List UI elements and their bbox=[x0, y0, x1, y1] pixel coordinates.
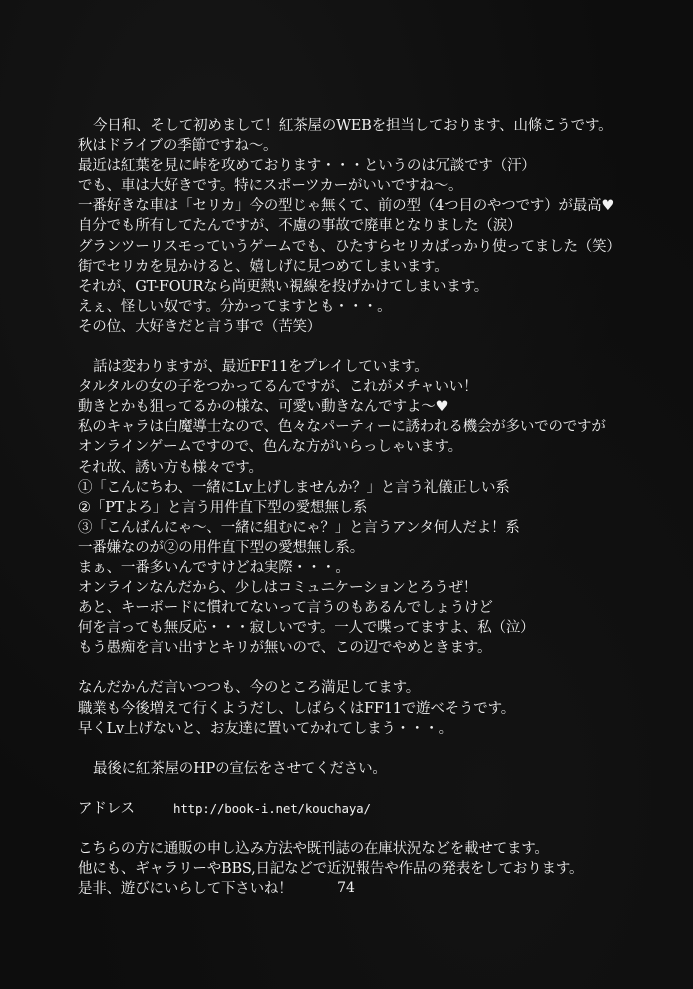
text-line: 何を言っても無反応・・・寂しいです。一人で喋ってますよ、私（泣） bbox=[78, 620, 535, 637]
text-line: グランツーリスモっていうゲームでも、ひたすらセリカばっかり使ってました（笑） bbox=[78, 238, 621, 255]
text-line: オンラインゲームですので、色んな方がいらっしゃいます。 bbox=[78, 439, 462, 456]
paragraph-car bbox=[78, 116, 678, 337]
text-line: 動きとかも狙ってるかの様な、可愛い動きなんですよ〜♥ bbox=[78, 399, 449, 416]
text-line: それが、GT-FOURなら尚更熱い視線を投げかけてしまいます。 bbox=[78, 278, 489, 295]
text-line: 私のキャラは白魔導士なので、色々なパーティーに誘われる機会が多いでのですが bbox=[78, 419, 606, 436]
text-line: 自分でも所有してたんですが、不慮の事故で廃車となりました（涙） bbox=[78, 218, 522, 235]
paragraph-gap bbox=[78, 337, 678, 357]
text-line: その位、大好きだと言う事で（苦笑） bbox=[78, 318, 322, 335]
text-line: あと、キーボードに慣れてないって言うのもあるんでしょうけど bbox=[78, 600, 493, 617]
text-line: 職業も今後増えて行くようだし、しばらくはFF11で遊べそうです。 bbox=[78, 700, 516, 717]
text-line: 他にも、ギャラリーやBBS,日記などで近況報告や作品の発表をしております。 bbox=[78, 861, 584, 877]
text-line: 秋はドライブの季節ですね〜。 bbox=[78, 138, 278, 155]
text-line: 一番好きな車は「セリカ」今の型じゃ無くて、前の型（4つ目のやつです）が最高♥ bbox=[78, 198, 615, 215]
paragraph-gap bbox=[78, 819, 678, 839]
text-line: もう愚痴を言い出すとキリが無いので、この辺でやめときます。 bbox=[78, 640, 492, 657]
text-line: 街でセリカを見かけると、嬉しげに見つめてしまいます。 bbox=[78, 258, 449, 275]
paragraph-closing bbox=[78, 839, 678, 899]
text-line: ③「こんばんにゃ〜、一緒に組むにゃ？」と言うアンタ何人だよ！系 bbox=[78, 519, 520, 536]
text-line: なんだかんだ言いつつも、今のところ満足してます。 bbox=[78, 680, 421, 697]
paragraph-ff11 bbox=[78, 357, 678, 658]
text-line: 早くLv上げないと、お友達に置いてかれてしまう・・・。 bbox=[78, 720, 453, 737]
paragraph-gap bbox=[78, 739, 678, 759]
text-line: タルタルの女の子をつかってるんですが、これがメチャいい！ bbox=[78, 379, 478, 396]
text-line: ②「PTよろ」と言う用件直下型の愛想無し系 bbox=[78, 499, 368, 516]
text-line: 今日和、そして初めまして！紅茶屋のWEBを担当しております、山條こうです。 bbox=[93, 118, 613, 134]
paragraph-satisfied bbox=[78, 678, 678, 738]
text-line: 最近は紅葉を見に峠を攻めております・・・というのは冗談です（汗） bbox=[78, 158, 536, 175]
promo-line: 最後に紅茶屋のHPの宣伝をさせてください。 bbox=[93, 760, 387, 777]
text-line: でも、車は大好きです。特にスポーツカーがいいですね〜。 bbox=[78, 178, 463, 195]
text-line: 是非、遊びにいらして下さいね！ bbox=[78, 881, 293, 898]
text-line: オンラインなんだから、少しはコミュニケーションとろうぜ！ bbox=[78, 580, 478, 597]
text-line: こちらの方に通販の申し込み方法や既刊誌の在庫状況などを載せてます。 bbox=[78, 840, 549, 857]
text-line: ①「こんにちわ、一緒にLv上げしませんか？」と言う礼儀正しい系 bbox=[78, 479, 510, 496]
text-line: 一番嫌なのが②の用件直下型の愛想無し系。 bbox=[78, 539, 364, 556]
afterword-text bbox=[78, 116, 678, 899]
address-row bbox=[78, 799, 678, 819]
text-line: えぇ、怪しい奴です。分かってますとも・・・。 bbox=[78, 298, 392, 315]
text-line: 話は変わりますが、最近FF11をプレイしています。 bbox=[93, 359, 429, 376]
page-number: 74 bbox=[337, 880, 355, 896]
text-line: まぁ、一番多いんですけどね実際・・・。 bbox=[78, 559, 350, 576]
address-label: アドレス bbox=[78, 800, 135, 817]
address-url: http://book-i.net/kouchaya/ bbox=[173, 800, 371, 816]
text-line: それ故、誘い方も様々です。 bbox=[78, 459, 263, 476]
paragraph-gap bbox=[78, 779, 678, 799]
paragraph-gap bbox=[78, 658, 678, 678]
